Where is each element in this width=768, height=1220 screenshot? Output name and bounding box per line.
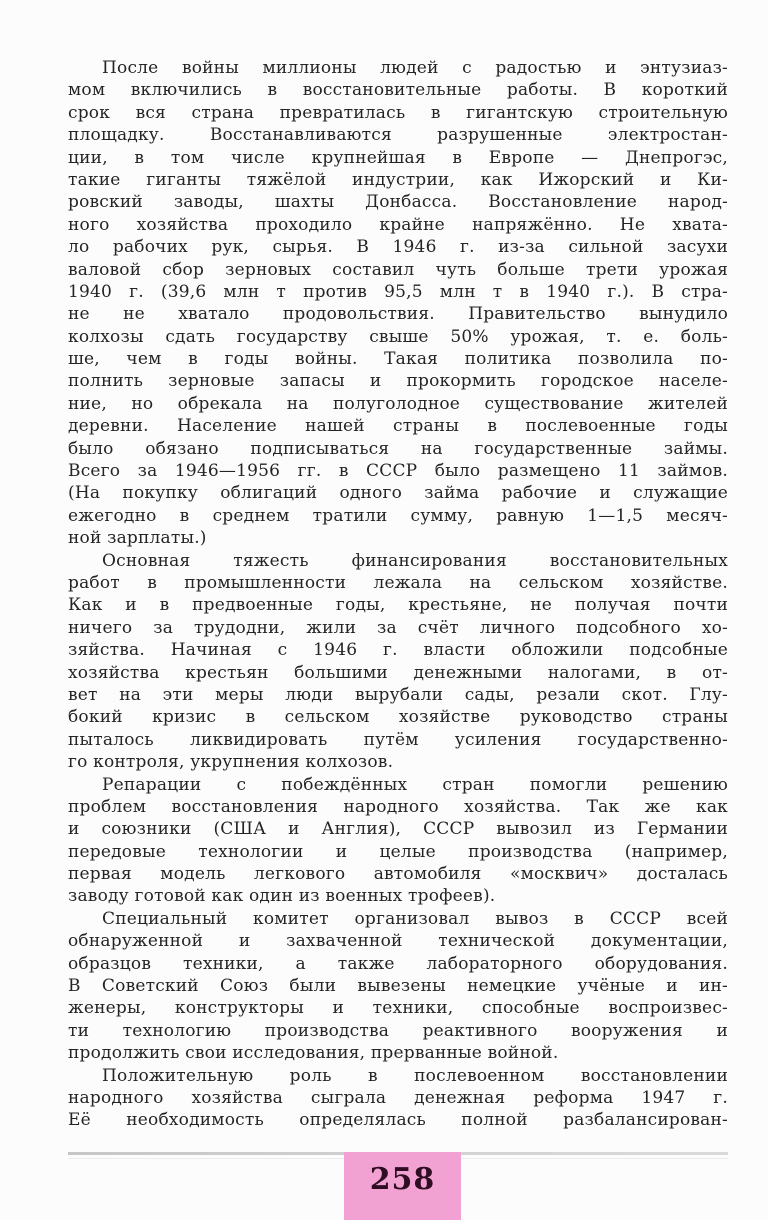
text-line: Всего за 1946—1956 гг. в СССР было размещено 11 займов. (68, 461, 728, 482)
body-text (68, 57, 728, 1132)
text-line: Репарации с побеждённых стран помогли решению (102, 774, 728, 795)
paragraph (68, 908, 728, 1065)
text-line: В Советский Союз были вывезены немецкие учёные и ин- (68, 976, 728, 997)
text-line: обнаруженной и захваченной технической документации, (68, 931, 728, 952)
text-line: ти технологию производства реактивного вооружения и (68, 1020, 728, 1041)
text-line: ничего за трудодни, жили за счёт личного подсобного хо- (68, 617, 728, 638)
text-line: продолжить свои исследования, прерванные войной. (68, 1043, 559, 1064)
text-line: работ в промышленности лежала на сельском хозяйстве. (68, 572, 728, 593)
text-line: мом включились в восстановительные работы. В короткий (68, 80, 728, 101)
paragraph (68, 57, 728, 550)
text-line: Её необходимость определялась полной разбалансирован- (68, 1110, 728, 1131)
text-line: Как и в предвоенные годы, крестьяне, не получая почти (68, 595, 728, 616)
text-line: ровский заводы, шахты Донбасса. Восстановление народ- (68, 192, 728, 213)
text-line: пыталось ликвидировать путём усиления государственно- (68, 729, 728, 750)
text-line: Основная тяжесть финансирования восстановительных (102, 550, 728, 571)
text-line: передовые технологии и целые производства (например, (68, 841, 728, 862)
text-line: колхозы сдать государству свыше 50% урожая, т. е. боль- (68, 326, 728, 347)
text-line: Положительную роль в послевоенном восстановлении (102, 1065, 728, 1086)
text-line: ции, в том числе крупнейшая в Европе — Днепрогэс, (68, 147, 728, 168)
text-line: го контроля, укрупнения колхозов. (68, 752, 394, 773)
text-line: заводу готовой как один из военных трофеев). (68, 886, 496, 907)
text-line: полнить зерновые запасы и прокормить городское населе- (68, 371, 728, 392)
text-line: было обязано подписываться на государственные займы. (68, 438, 728, 459)
text-line: первая модель легкового автомобиля «москвич» досталась (68, 864, 728, 885)
page-number: 258 (369, 1162, 436, 1197)
text-line: После войны миллионы людей с радостью и энтузиаз- (102, 58, 728, 78)
text-line: ло рабочих рук, сырья. В 1946 г. из-за сильной засухи (68, 237, 728, 258)
text-line: бокий кризис в сельском хозяйстве руководство страны (68, 707, 728, 728)
text-line: деревни. Население нашей страны в послевоенные годы (68, 416, 728, 437)
paragraph (68, 550, 728, 774)
text-line: 1940 г. (39,6 млн т против 95,5 млн т в 1940 г.). В стра- (68, 281, 728, 302)
text-line: ной зарплаты.) (68, 528, 207, 549)
text-line: ние, но обрекала на полуголодное существование жителей (68, 393, 728, 414)
text-line: (На покупку облигаций одного займа рабочие и служащие (68, 483, 728, 504)
text-line: срок вся страна превратилась в гигантскую строительную (68, 102, 728, 123)
text-line: и союзники (США и Англия), СССР вывозил из Германии (68, 819, 728, 840)
text-line: ежегодно в среднем тратили сумму, равную 1—1,5 месяч- (68, 505, 728, 526)
paragraph (68, 774, 728, 908)
text-line: такие гиганты тяжёлой индустрии, как Ижорский и Ки- (68, 169, 728, 190)
text-line: не не хватало продовольствия. Правительство вынудило (68, 304, 728, 325)
text-line: площадку. Восстанавливаются разрушенные электростан- (68, 125, 728, 146)
text-line: женеры, конструкторы и техники, способные воспроизвес- (68, 998, 728, 1019)
text-line: проблем восстановления народного хозяйства. Так же как (68, 796, 728, 817)
text-line: вет на эти меры люди вырубали сады, резали скот. Глу- (68, 684, 728, 705)
text-line: ше, чем в годы войны. Такая политика позволила по- (68, 349, 728, 370)
text-line: хозяйства крестьян большими денежными налогами, в от- (68, 662, 728, 683)
text-line: валовой сбор зерновых составил чуть больше трети урожая (68, 259, 728, 280)
text-line: образцов техники, а также лабораторного оборудования. (68, 953, 728, 974)
text-line: Специальный комитет организовал вывоз в СССР всей (102, 908, 728, 929)
paragraph (68, 1065, 728, 1132)
page-number-box (344, 1152, 461, 1220)
text-line: народного хозяйства сыграла денежная реформа 1947 г. (68, 1087, 728, 1108)
text-line: ного хозяйства проходило крайне напряжённо. Не хвата- (68, 214, 728, 235)
text-line: зяйства. Начиная с 1946 г. власти обложили подсобные (68, 640, 728, 661)
